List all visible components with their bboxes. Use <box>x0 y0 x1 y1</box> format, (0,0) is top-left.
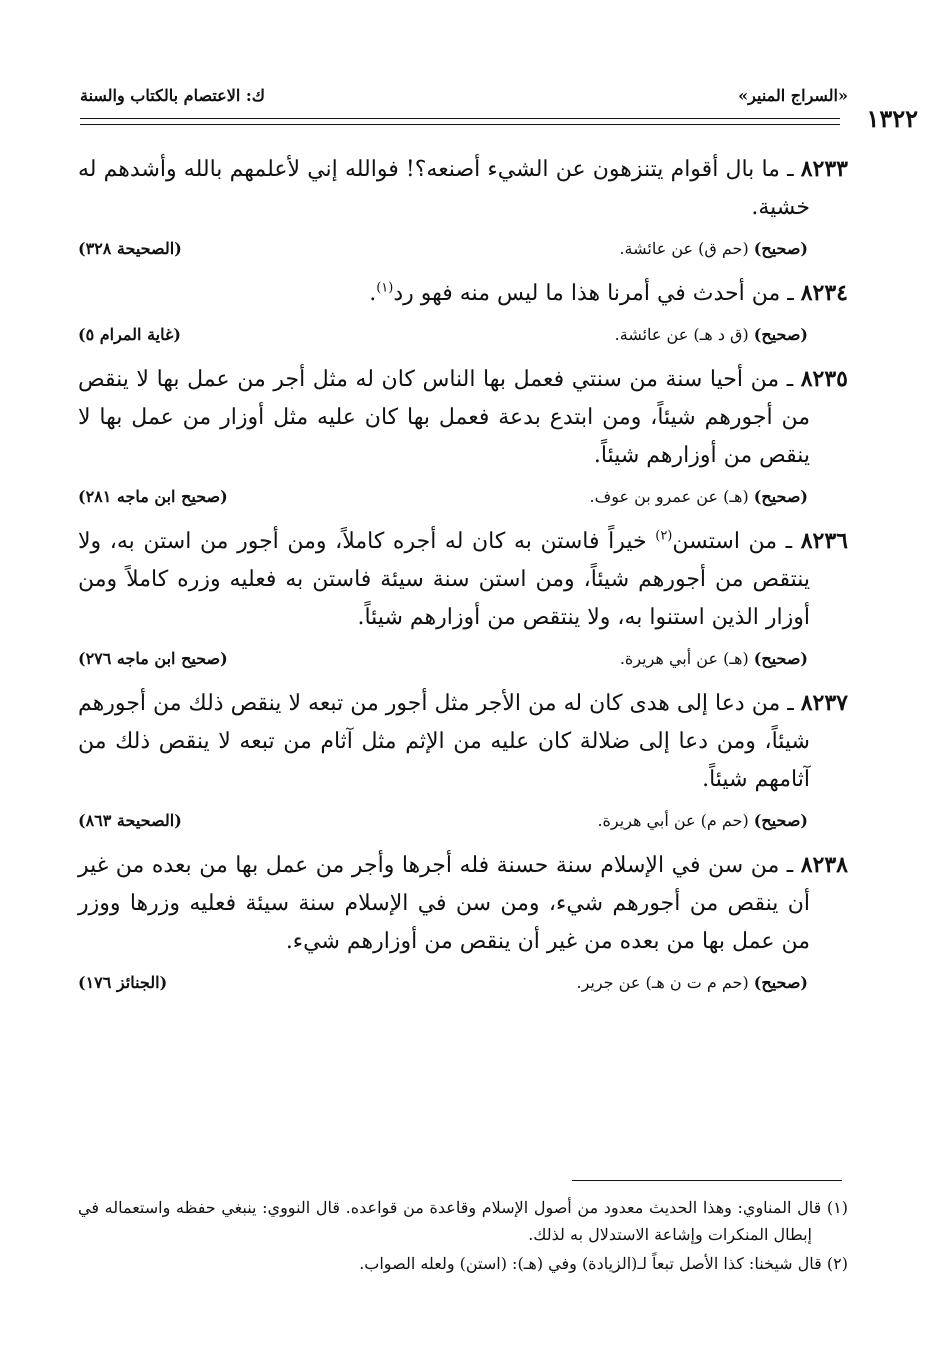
hadith-body: من أحدث في أمرنا هذا ما ليس منه فهو رد <box>393 281 781 306</box>
hadith-8235 <box>78 360 848 506</box>
hadith-number: ٨٢٣٦ <box>800 528 848 554</box>
grade: (صحيح) <box>753 487 808 506</box>
hadith-source <box>78 811 848 830</box>
hadith-body: من أحيا سنة من سنتي فعمل بها الناس كان له مثل أجر من عمل بها لا ينقص من أجورهم شيئاً، ومن ابتدع بدعة فعمل بها كان عليه مثل أوزار من عمل بها لا ينقص من أوزارهم شيئاً. <box>78 367 810 468</box>
grade: (صحيح) <box>753 325 808 344</box>
hadith-body: من استسن <box>672 529 778 554</box>
narration: (هـ) عن أبي هريرة. <box>619 649 749 668</box>
footnote-ref[interactable]: (١) <box>376 280 394 296</box>
hadith-source <box>78 649 848 668</box>
page-number: ١٣٢٢ <box>866 104 918 133</box>
hadith-list <box>78 150 848 1008</box>
hadith-8233 <box>78 150 848 258</box>
source-line <box>576 973 808 992</box>
narration: (حم ق) عن عائشة. <box>619 239 749 258</box>
hadith-body-end: . <box>369 281 377 306</box>
grade: (صحيح) <box>753 811 808 830</box>
reference: (الصحيحة ٨٦٣) <box>78 811 182 830</box>
hadith-number: ٨٢٣٨ <box>800 852 848 878</box>
footnote-separator <box>572 1180 842 1181</box>
footnote-ref[interactable]: (٢) <box>655 528 673 544</box>
hadith-8234 <box>78 274 848 344</box>
hadith-body-end: خيراً فاستن به كان له أجره كاملاً، ومن أجور من استن به، ولا ينتقص من أجورهم شيئاً، ومن استن سنة سيئة فاستن به فعليه وزره كاملاً ومن أوزار الذين استنوا به، ولا ينتقص من أوزارهم شيئاً. <box>78 529 810 630</box>
footnotes <box>78 1194 848 1279</box>
hadith-8236 <box>78 522 848 668</box>
hadith-source <box>78 239 848 258</box>
hadith-number: ٨٢٣٧ <box>800 690 848 716</box>
grade: (صحيح) <box>753 239 808 258</box>
header-rule-bottom <box>80 124 840 125</box>
hadith-number: ٨٢٣٤ <box>800 280 848 306</box>
footnote-1 <box>78 1194 848 1248</box>
source-line <box>597 811 808 830</box>
footnote-text: قال شيخنا: كذا الأصل تبعاً لـ(الزيادة) وفي (هـ): (استن) ولعله الصواب. <box>359 1254 822 1273</box>
reference: (صحيح ابن ماجه ٢٧٦) <box>78 649 228 668</box>
footnote-text: قال المناوي: وهذا الحديث معدود من أصول الإسلام وقاعدة من قواعده. قال النووي: ينبغي حفظه واستعماله في إبطال المنكرات وإشاعة الاستدلال به لذلك. <box>78 1198 822 1244</box>
hadith-text: ٨٢٣٨ ـ من سن في الإسلام سنة حسنة فله أجرها وأجر من عمل بها من بعده من غير أن ينقص من أجورهم شيء، ومن سن في الإسلام سنة سيئة فعليه وزرها ووزر من عمل بها من بعده من غير أن ينقص من أوزارهم شيء. <box>78 852 848 954</box>
footnote-2 <box>78 1250 848 1277</box>
hadith-source <box>78 487 848 506</box>
hadith-body: من دعا إلى هدى كان له من الأجر مثل أجور من تبعه لا ينقص ذلك من أجورهم شيئاً، ومن دعا إلى ضلالة كان عليه من الإثم مثل آثام من تبعه لا ينقص ذلك من آثامهم شيئاً. <box>78 691 810 792</box>
footnote-marker: (١) <box>826 1198 848 1217</box>
grade: (صحيح) <box>753 973 808 992</box>
source-line <box>619 239 808 258</box>
hadith-text: ٨٢٣٧ ـ من دعا إلى هدى كان له من الأجر مثل أجور من تبعه لا ينقص ذلك من أجورهم شيئاً، ومن دعا إلى ضلالة كان عليه من الإثم مثل آثام من تبعه لا ينقص ذلك من آثامهم شيئاً. <box>78 690 848 792</box>
reference: (غاية المرام ٥) <box>78 325 181 344</box>
narration: (ق د هـ) عن عائشة. <box>614 325 749 344</box>
running-header <box>80 82 848 112</box>
narration: (حم م ت ن هـ) عن جرير. <box>576 973 749 992</box>
hadith-text: ٨٢٣٤ ـ من أحدث في أمرنا هذا ما ليس منه فهو رد$^{(١)}$. <box>369 280 848 306</box>
hadith-source <box>78 973 848 992</box>
hadith-text: ٨٢٣٥ ـ من أحيا سنة من سنتي فعمل بها الناس كان له مثل أجر من عمل بها لا ينقص من أجورهم شيئاً، ومن ابتدع بدعة فعمل بها كان عليه مثل أوزار من عمل بها لا ينقص من أوزارهم شيئاً. <box>78 366 848 468</box>
reference: (صحيح ابن ماجه ٢٨١) <box>78 487 228 506</box>
hadith-8237 <box>78 684 848 830</box>
hadith-8238 <box>78 846 848 992</box>
reference: (الجنائز ١٧٦) <box>78 973 168 992</box>
book-title: «السراج المنير» <box>738 86 848 105</box>
reference: (الصحيحة ٣٢٨) <box>78 239 182 258</box>
chapter-title: ك: الاعتصام بالكتاب والسنة <box>80 86 265 105</box>
narration: (حم م) عن أبي هريرة. <box>597 811 749 830</box>
hadith-text: ٨٢٣٦ ـ من استسن$^{(٢)}$ خيراً فاستن به كان له أجره كاملاً، ومن أجور من استن به، ولا ينتقص من أجورهم شيئاً، ومن استن سنة سيئة فاستن به فعليه وزره كاملاً ومن أوزار الذين استنوا به، ولا ينتقص من أوزارهم شيئاً. <box>78 528 848 630</box>
hadith-source <box>78 325 848 344</box>
hadith-number: ٨٢٣٥ <box>800 366 848 392</box>
hadith-number: ٨٢٣٣ <box>800 156 848 182</box>
source-line <box>615 325 808 344</box>
source-line <box>620 649 808 668</box>
grade: (صحيح) <box>753 649 808 668</box>
hadith-body: ما بال أقوام يتنزهون عن الشيء أصنعه؟! فوالله إني لأعلمهم بالله وأشدهم له خشية. <box>78 157 810 220</box>
hadith-text: ٨٢٣٣ ـ ما بال أقوام يتنزهون عن الشيء أصنعه؟! فوالله إني لأعلمهم بالله وأشدهم له خشية. <box>78 156 848 220</box>
narration: (هـ) عن عمرو بن عوف. <box>589 487 749 506</box>
footnote-marker: (٢) <box>826 1254 848 1273</box>
header-rule-top <box>80 118 840 119</box>
source-line <box>590 487 808 506</box>
hadith-body: من سن في الإسلام سنة حسنة فله أجرها وأجر من عمل بها من بعده من غير أن ينقص من أجورهم شيء، ومن سن في الإسلام سنة سيئة فعليه وزرها ووزر من عمل بها من بعده من غير أن ينقص من أوزارهم شيء. <box>78 853 810 954</box>
